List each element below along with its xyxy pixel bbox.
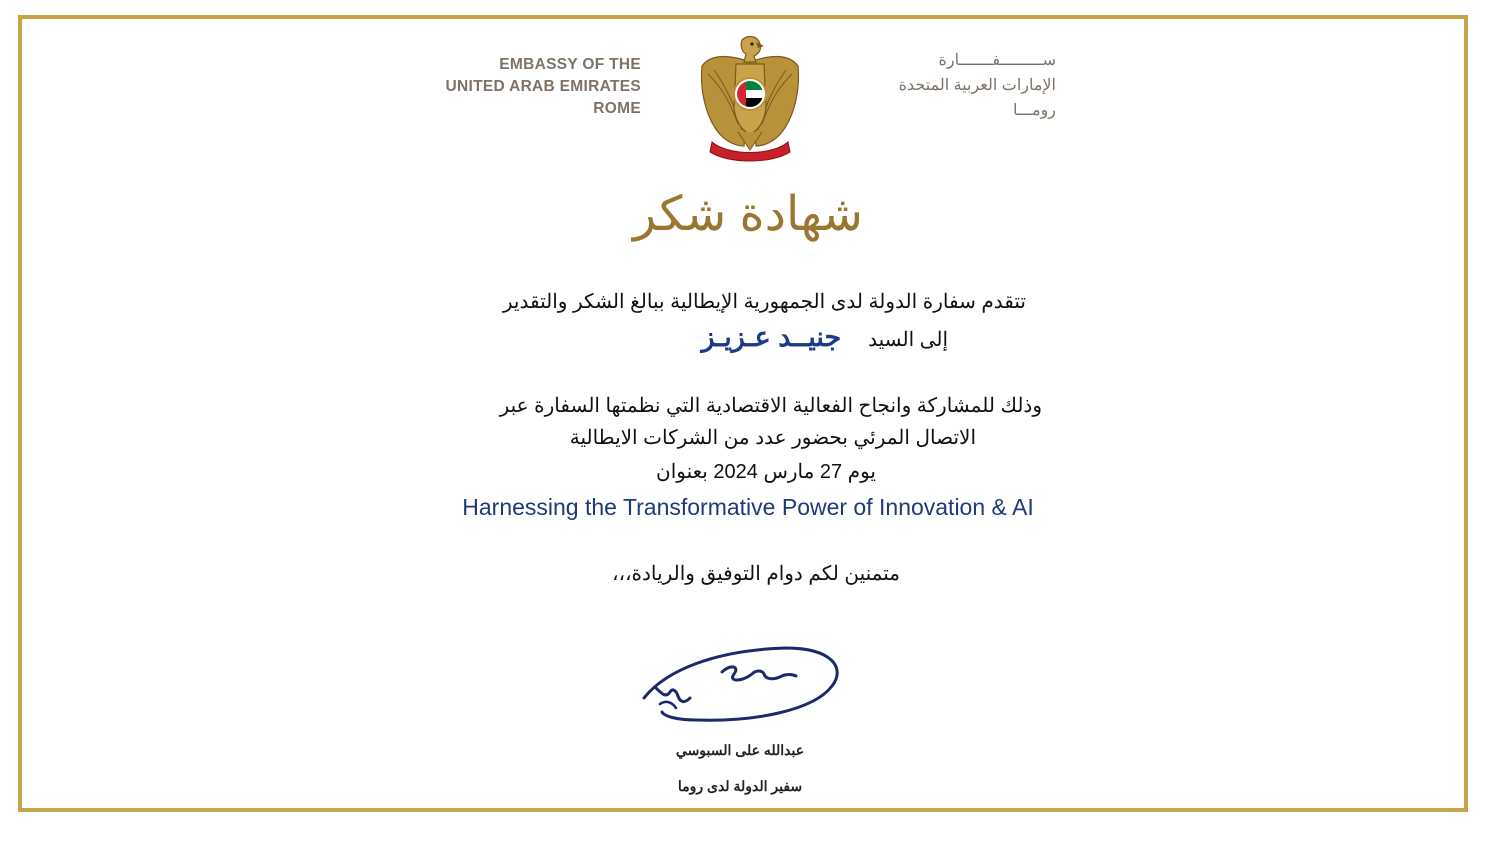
body-line-2: الاتصال المرئي بحضور عدد من الشركات الايطالية [569, 427, 976, 449]
event-title: Harnessing the Transformative Power of Innovation & AI [462, 494, 1034, 520]
embassy-name-arabic [856, 48, 1056, 123]
certificate-intro: تتقدم سفارة الدولة لدى الجمهورية الإيطالية ببالغ الشكر والتقدير [502, 291, 1026, 313]
date-line: يوم 27 مارس 2024 بعنوان [656, 461, 876, 483]
embassy-ar-line-2: الإمارات العربية المتحدة [898, 77, 1056, 94]
recipient-name: جنيــد عـزيـز [701, 322, 842, 352]
uae-falcon-emblem-icon [698, 34, 802, 164]
embassy-ar-line-3: رومـــا [1013, 102, 1056, 119]
embassy-name-english [400, 54, 641, 120]
embassy-en-line-2: UNITED ARAB EMIRATES [445, 78, 641, 95]
certificate-title: شهادة شكر [632, 188, 864, 241]
closing-line: متمنين لكم دوام التوفيق والريادة،،، [612, 563, 900, 585]
embassy-ar-line-1: ســـــــــفـــــــارة [938, 52, 1056, 69]
to-label: إلى السيد [868, 329, 948, 351]
signer-name: عبدالله على السبوسي [675, 742, 805, 758]
recipient-line [701, 322, 948, 355]
embassy-en-line-1: EMBASSY OF THE [499, 56, 641, 73]
body-line-1: وذلك للمشاركة وانجاح الفعالية الاقتصادية التي نظمتها السفارة عبر [499, 395, 1042, 417]
embassy-en-line-3: ROME [593, 100, 641, 117]
signer-title: سفير الدولة لدى روما [677, 778, 803, 794]
handwritten-signature-icon [636, 640, 848, 726]
